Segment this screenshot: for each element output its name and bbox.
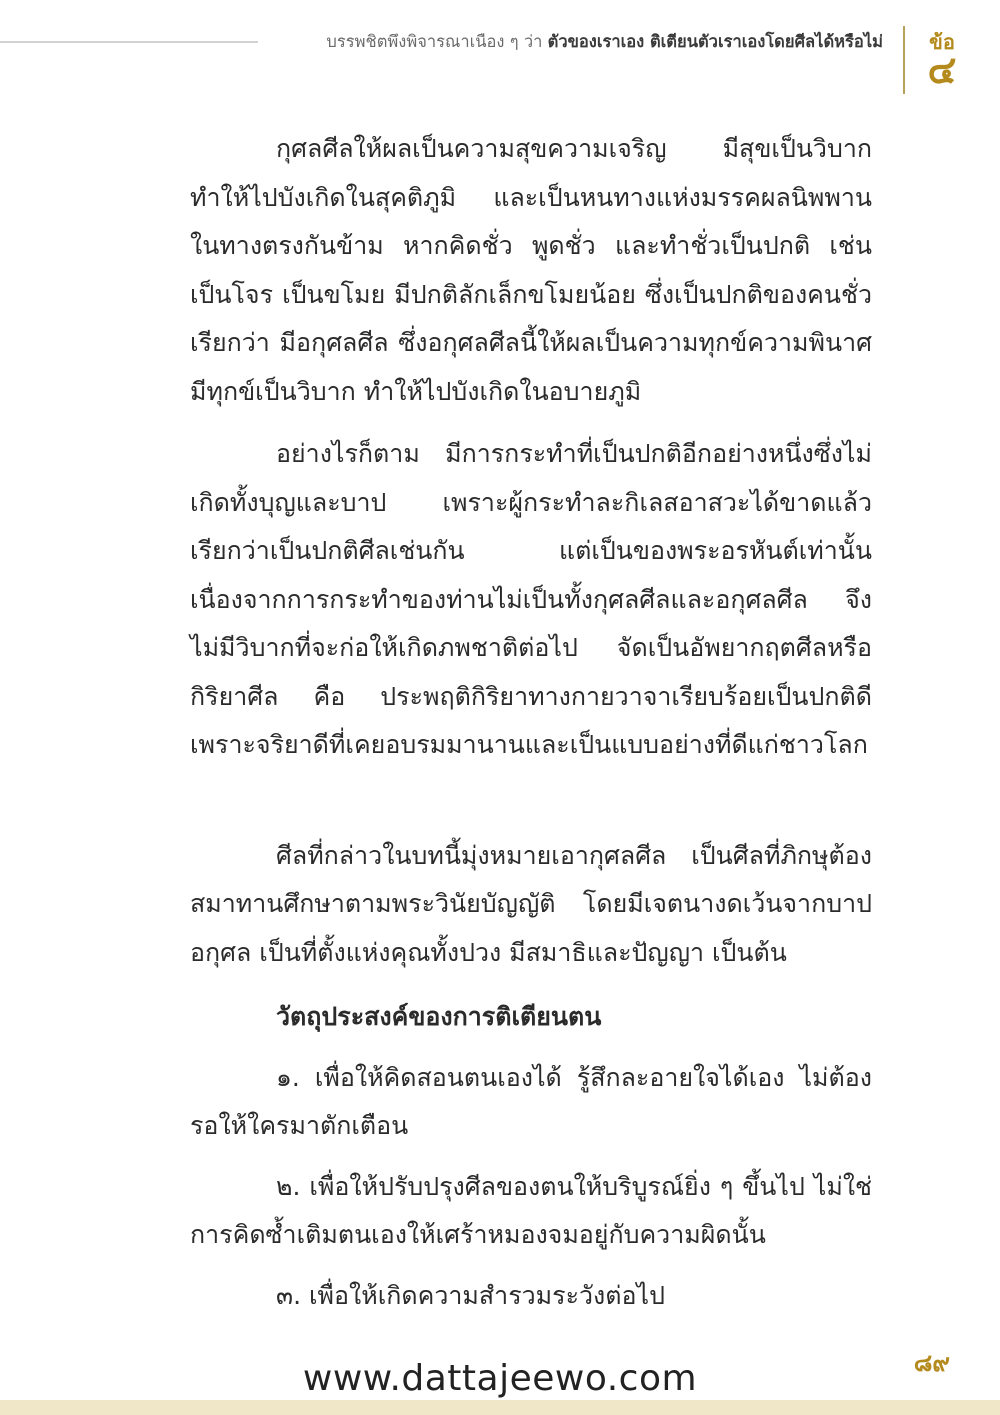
website-url: www.dattajeewo.com: [302, 1358, 698, 1399]
chapter-number: ๔: [927, 48, 957, 92]
body-paragraph: อย่างไรก็ตาม มีการกระทำที่เป็นปกติอีกอย่างหนึ่งซึ่งไม่เกิดทั้งบุญและบาป เพราะผู้กระทำละกิเลสอาสวะได้ขาดแล้ว เรียกว่าเป็นปกติศีลเช่นกัน แต่เป็นของพระอรหันต์เท่านั้น เนื่องจากการกระทำของท่านไม่เป็นทั้งกุศลศีลและอกุศลศีล จึงไม่มีวิบากที่จะก่อให้เกิดภพชาติต่อไป จัดเป็นอัพยากฤตศีลหรือกิริยาศีล คือ ประพฤติกิริยาทางกายวาจาเรียบร้อยเป็นปกติดี เพราะจริยาดีที่เคยอบรมมานานและเป็นแบบอย่างที่ดีแก่ชาวโลก: [190, 439, 872, 759]
header-vertical-divider: [903, 26, 905, 94]
chapter-label: ข้อ: [929, 30, 955, 54]
page-body: [190, 125, 872, 1320]
running-header: [268, 30, 883, 54]
list-item: ๒. เพื่อให้ปรับปรุงศีลของตนให้บริบูรณ์ยิ่ง ๆ ขึ้นไป ไม่ใช่การคิดซ้ำเติมตนเองให้เศร้าหมองจมอยู่กับความผิดนั้น: [190, 1171, 872, 1249]
list-item: ๓. เพื่อให้เกิดความสำรวมระวังต่อไป: [276, 1280, 665, 1310]
running-header-prefix: บรรพชิตพึงพิจารณาเนือง ๆ ว่า: [326, 32, 548, 51]
footer-band: [0, 1400, 1000, 1415]
list-item: ๑. เพื่อให้คิดสอนตนเองได้ รู้สึกละอายใจได้เอง ไม่ต้องรอให้ใครมาตักเตือน: [190, 1062, 872, 1140]
body-paragraph: ศีลที่กล่าวในบทนี้มุ่งหมายเอากุศลศีล เป็นศีลที่ภิกษุต้องสมาทานศึกษาตามพระวินัยบัญญัติ โดยมีเจตนางดเว้นจากบาปอกุศล เป็นที่ตั้งแห่งคุณทั้งปวง มีสมาธิและปัญญา เป็นต้น: [190, 840, 872, 967]
page-number: ๘๙: [913, 1349, 950, 1377]
running-header-bold: ตัวของเราเอง ติเตียนตัวเราเองโดยศีลได้หรือไม่: [547, 32, 883, 51]
section-heading: วัตถุประสงค์ของการติเตียนตน: [276, 1002, 602, 1031]
body-paragraph: กุศลศีลให้ผลเป็นความสุขความเจริญ มีสุขเป็นวิบาก ทำให้ไปบังเกิดในสุคติภูมิ และเป็นหนทางแห่งมรรคผลนิพพาน ในทางตรงกันข้าม หากคิดชั่ว พูดชั่ว และทำชั่วเป็นปกติ เช่น เป็นโจร เป็นขโมย มีปกติลักเล็กขโมยน้อย ซึ่งเป็นปกติของคนชั่ว เรียกว่า มีอกุศลศีล ซึ่งอกุศลศีลนี้ให้ผลเป็นความทุกข์ความพินาศ มีทุกข์เป็นวิบาก ทำให้ไปบังเกิดในอบายภูมิ: [190, 134, 872, 406]
header-divider-line: [0, 41, 258, 43]
